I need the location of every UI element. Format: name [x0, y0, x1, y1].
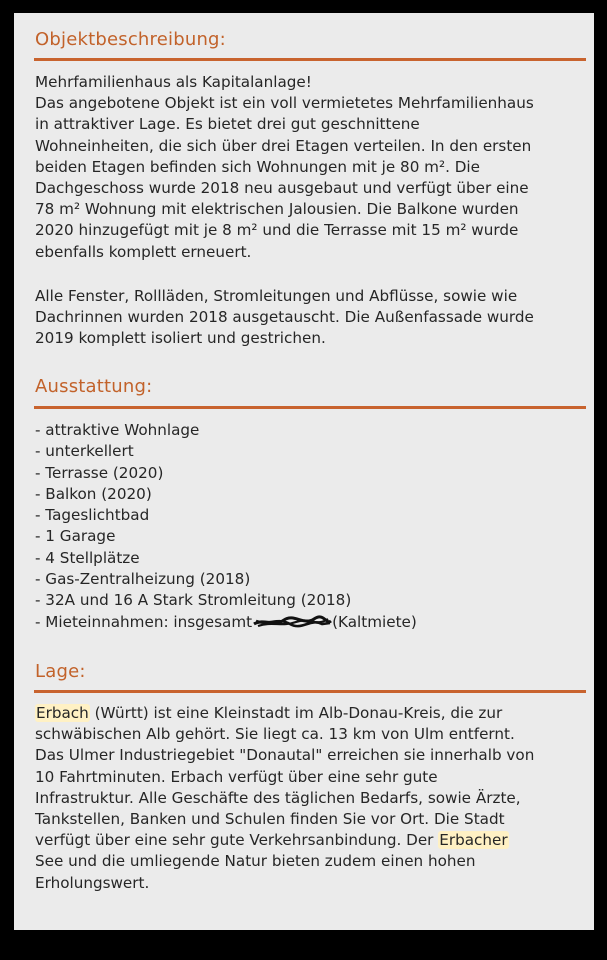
- text-line: Wohneinheiten, die sich über drei Etagen verteilen. In den ersten: [35, 136, 532, 155]
- text-line: schwäbischen Alb gehört. Sie liegt ca. 13 km von Ulm entfernt.: [35, 725, 515, 744]
- text-line: Erholungswert.: [35, 873, 150, 892]
- text-span: (Württ) ist eine Kleinstadt im Alb-Donau-Kreis, die zur: [89, 704, 503, 722]
- list-item: - Terrasse (2020): [35, 463, 164, 482]
- list-item: - Tageslichtbad: [35, 506, 150, 525]
- highlighted-word: Erbacher: [439, 831, 508, 850]
- text-line: Alle Fenster, Rollläden, Stromleitungen und Abflüsse, sowie wie: [35, 287, 518, 305]
- ausstattung-list: [35, 420, 590, 633]
- bottom-black-bar: [0, 930, 607, 960]
- heading-ausstattung: Ausstattung:: [35, 376, 153, 397]
- list-item: - 4 Stellplätze: [35, 548, 140, 567]
- text-line: [35, 830, 590, 851]
- text-line: ebenfalls komplett erneuert.: [35, 242, 252, 261]
- list-item: - 1 Garage: [35, 527, 116, 546]
- text-line: See und die umliegende Natur bieten zudem einen hohen: [35, 852, 476, 871]
- text-line: in attraktiver Lage. Es bietet drei gut geschnittene: [35, 115, 420, 134]
- objekt-paragraph-2: [35, 286, 590, 350]
- text-line: Dachgeschoss wurde 2018 neu ausgebaut und verfügt über eine: [35, 179, 529, 198]
- lage-paragraph: [35, 703, 590, 894]
- text-line: Mehrfamilienhaus als Kapitalanlage!: [35, 73, 312, 91]
- rent-suffix: (Kaltmiete): [332, 612, 417, 631]
- text-line: Tankstellen, Banken und Schulen finden Sie vor Ort. Die Stadt: [35, 810, 505, 829]
- rent-label: - Mieteinnahmen: insgesamt: [35, 612, 253, 631]
- list-item: - Gas-Zentralheizung (2018): [35, 570, 251, 589]
- list-item: - 32A und 16 A Stark Stromleitung (2018): [35, 591, 352, 610]
- text-line: Das Ulmer Industriegebiet "Donautal" erreichen sie innerhalb von: [35, 746, 535, 765]
- list-item: - unterkellert: [35, 442, 134, 461]
- heading-divider: [34, 58, 586, 61]
- objekt-paragraph-1: [35, 72, 590, 263]
- list-item: - attraktive Wohnlage: [35, 421, 200, 439]
- text-line: 78 m² Wohnung mit elektrischen Jalousien. Die Balkone wurden: [35, 200, 519, 219]
- heading-lage: Lage:: [35, 661, 86, 682]
- top-black-bar: [0, 0, 607, 13]
- text-line: Infrastruktur. Alle Geschäfte des täglichen Bedarfs, sowie Ärzte,: [35, 788, 521, 807]
- text-line: 2020 hinzugefügt mit je 8 m² und die Terrasse mit 15 m² wurde: [35, 221, 519, 240]
- heading-objektbeschreibung: Objektbeschreibung:: [35, 29, 226, 50]
- highlighted-word: Erbach: [36, 704, 89, 722]
- list-item-rent: [35, 612, 590, 633]
- text-span: verfügt über eine sehr gute Verkehrsanbindung. Der: [35, 831, 439, 850]
- text-line: 10 Fahrtminuten. Erbach verfügt über eine sehr gute: [35, 767, 438, 786]
- heading-divider: [34, 406, 586, 409]
- text-line: [35, 703, 590, 724]
- text-line: Das angebotene Objekt ist ein voll vermietetes Mehrfamilienhaus: [35, 94, 534, 113]
- redaction-scribble: [252, 615, 332, 629]
- list-item: - Balkon (2020): [35, 484, 152, 503]
- text-line: Dachrinnen wurden 2018 ausgetauscht. Die Außenfassade wurde: [35, 308, 534, 327]
- listing-description-page[interactable]: [14, 13, 594, 930]
- heading-divider: [34, 690, 586, 693]
- text-line: beiden Etagen befinden sich Wohnungen mit je 80 m². Die: [35, 157, 480, 176]
- text-line: 2019 komplett isoliert und gestrichen.: [35, 329, 326, 348]
